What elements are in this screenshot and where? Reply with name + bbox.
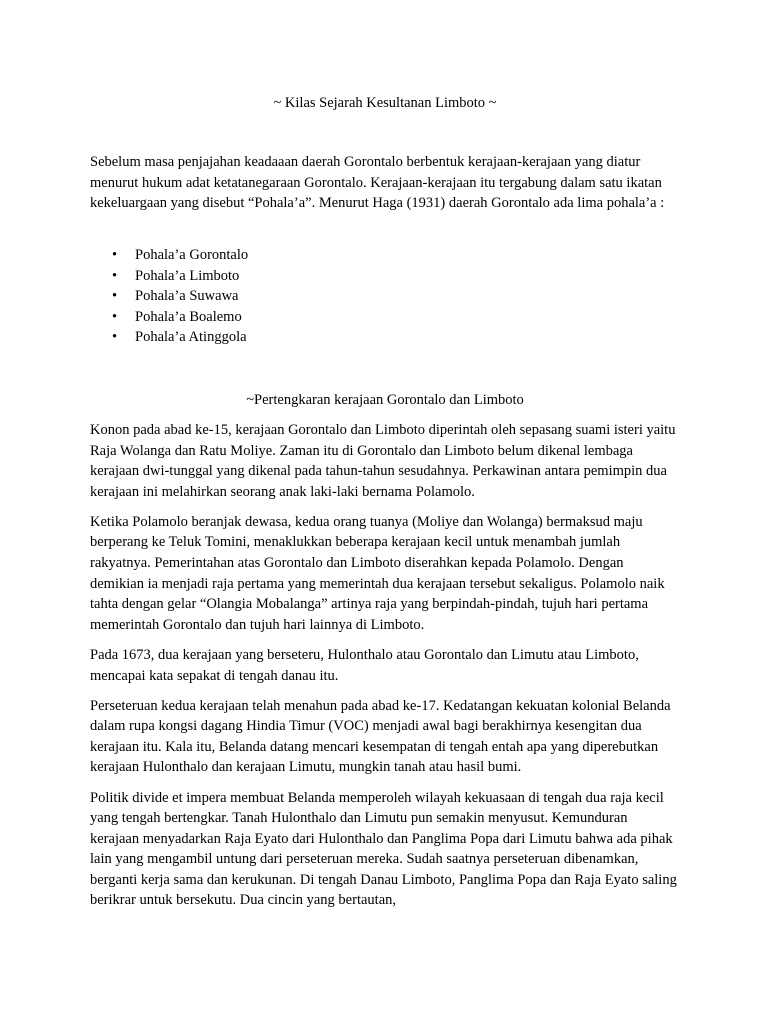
document-title: ~ Kilas Sejarah Kesultanan Limboto ~ xyxy=(273,95,497,111)
list-item xyxy=(90,266,248,287)
body-paragraph: Pada 1673, dua kerajaan yang berseteru, Hulonthalo atau Gorontalo dan Limutu atau Limboto, mencapai kata sepakat di tengah danau itu. xyxy=(90,646,639,684)
body-paragraph: Politik divide et impera membuat Belanda memperoleh wilayah kekuasaan di tengah dua raja kecil yang tengah bertengkar. Tanah Hulonthalo dan Limutu pun semakin menyusut. Kemunduran kerajaan menyadarkan Raja Eyato dari Hulonthalo dan Panglima Popa dari Limutu bahwa ada pihak lain yang mengambil untung dari perseteruan mereka. Sudah saatnya perseteruan dibenamkan, berganti kerja sama dan kerukunan. Di tengah Danau Limboto, Panglima Popa dan Raja Eyato saling berikrar untuk bersekutu. Dua cincin yang bertautan, xyxy=(90,789,677,909)
bullet-icon: • xyxy=(112,308,118,325)
bullet-icon: • xyxy=(112,329,118,346)
list-item-text: Pohala’a Suwawa xyxy=(135,288,239,305)
bullet-icon: • xyxy=(112,288,118,305)
list-item xyxy=(90,307,248,328)
list-item xyxy=(90,286,248,307)
list-item-text: Pohala’a Limboto xyxy=(135,267,240,284)
section-subtitle: ~Pertengkaran kerajaan Gorontalo dan Limboto xyxy=(246,392,524,408)
bullet-icon: • xyxy=(112,267,118,284)
list-item-text: Pohala’a Atinggola xyxy=(135,329,247,346)
body-paragraph: Konon pada abad ke-15, kerajaan Gorontalo dan Limboto diperintah oleh sepasang suami isteri yaitu Raja Wolanga dan Ratu Moliye. Zaman itu di Gorontalo dan Limboto belum dikenal lembaga kerajaan dwi-tunggal yang dikenal pada tahun-tahun sesudahnya. Perkawinan antara pemimpin dua kerajaan ini melahirkan seorang anak laki-laki bernama Polamolo. xyxy=(90,422,676,500)
body-paragraph: Ketika Polamolo beranjak dewasa, kedua orang tuanya (Moliye dan Wolanga) bermaksud maju berperang ke Teluk Tomini, menaklukkan beberapa kerajaan kecil untuk menambah jumlah rakyatnya. Pemerintahan atas Gorontalo dan Limboto diserahkan kepada Polamolo. Dengan demikian ia menjadi raja pertama yang memerintah dua kerajaan tersebut sekaligus. Polamolo naik tahta dengan gelar “Olangia Mobalanga” artinya raja yang berpindah-pindah, tujuh hari pertama memerintah Gorontalo dan tujuh hari lainnya di Limboto. xyxy=(90,513,665,633)
intro-paragraph: Sebelum masa penjajahan keadaaan daerah Gorontalo berbentuk kerajaan-kerajaan yang diatur menurut hukum adat ketatanegaraan Gorontalo. Kerajaan-kerajaan itu tergabung dalam satu ikatan kekeluargaan yang disebut “Pohala’a”. Menurut Haga (1931) daerah Gorontalo ada lima pohala’a : xyxy=(90,154,665,212)
list-item xyxy=(90,327,248,348)
list-item xyxy=(90,245,248,266)
list-item-text: Pohala’a Boalemo xyxy=(135,308,242,325)
section-body xyxy=(90,420,680,921)
pohalaa-list xyxy=(90,245,248,348)
list-item-text: Pohala’a Gorontalo xyxy=(135,247,249,263)
body-paragraph: Perseteruan kedua kerajaan telah menahun pada abad ke-17. Kedatangan kekuatan kolonial Belanda dalam rupa kongsi dagang Hindia Timur (VOC) menjadi awal bagi berakhirnya kesengitan dua kerajaan itu. Kala itu, Belanda datang mencari kesempatan di tengah entah apa yang diperebutkan kerajaan Hulonthalo dan kerajaan Limutu, mungkin tanah atau hasil bumi. xyxy=(90,697,671,776)
bullet-icon: • xyxy=(112,247,118,263)
